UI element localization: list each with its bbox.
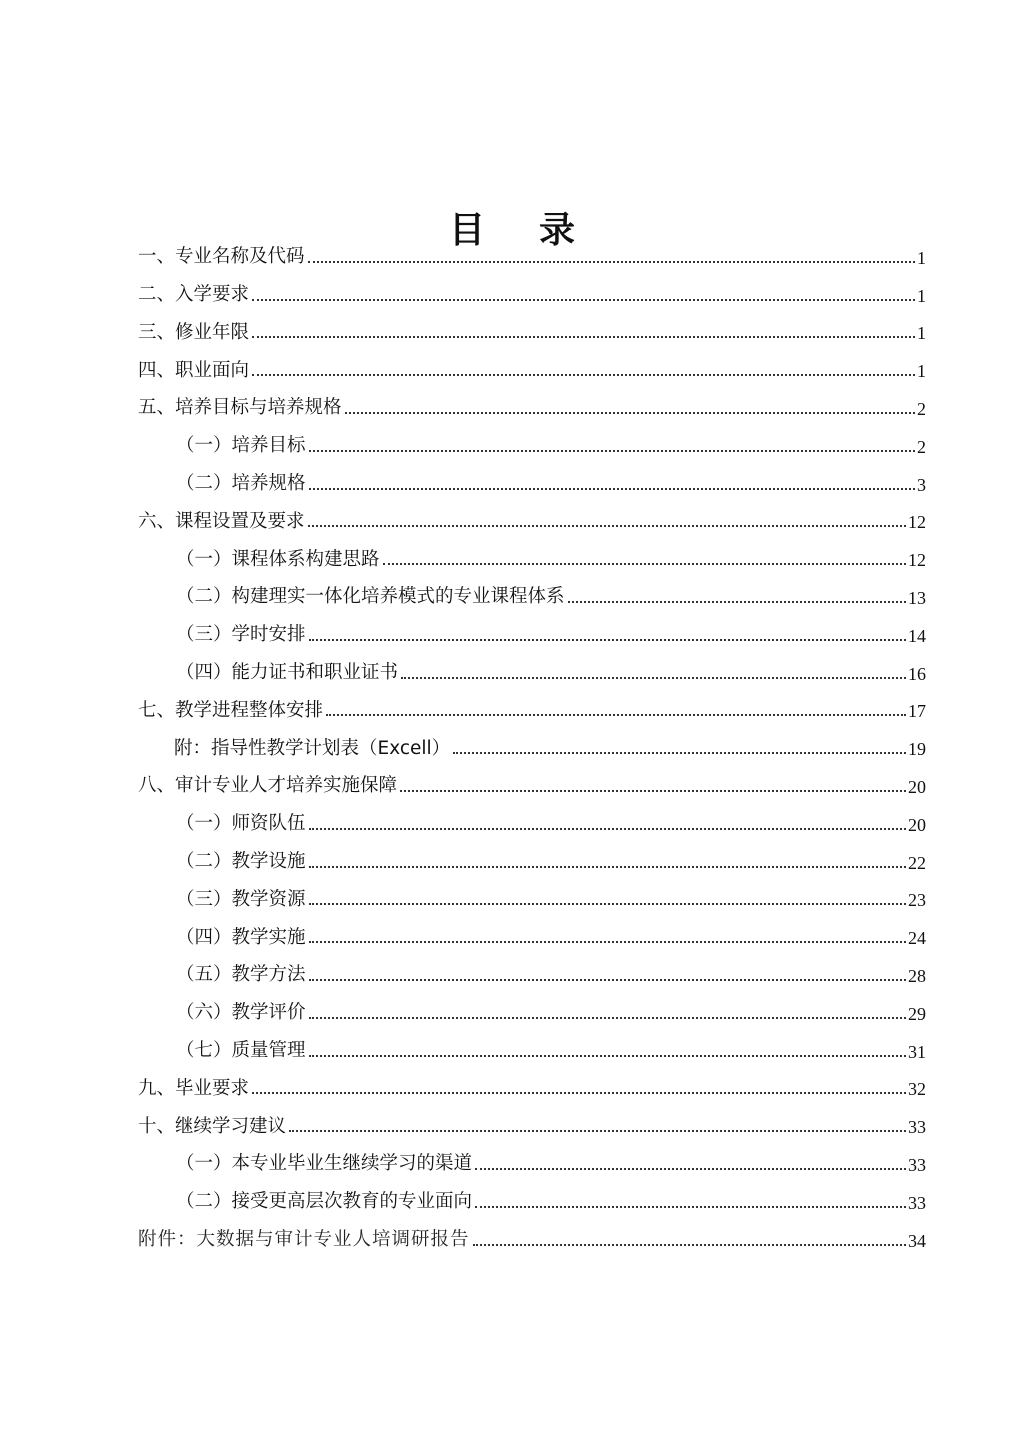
dot-leader bbox=[326, 714, 906, 716]
toc-entry-title: （二）接受更高层次教育的专业面向 bbox=[176, 1191, 473, 1213]
toc-entry-title: （二）培养规格 bbox=[176, 473, 306, 495]
toc-entry-page-number: 20 bbox=[908, 814, 926, 835]
toc-entry-title: （一）师资队伍 bbox=[176, 813, 306, 835]
toc-entry-title: （一）培养目标 bbox=[176, 435, 306, 457]
dot-leader bbox=[252, 1092, 906, 1094]
toc-entry-page-number: 29 bbox=[908, 1003, 926, 1024]
dot-leader bbox=[308, 525, 906, 527]
toc-entry[interactable] bbox=[138, 913, 926, 951]
toc-entry[interactable] bbox=[138, 1065, 926, 1103]
toc-entry-page-number: 12 bbox=[908, 550, 926, 571]
dot-leader bbox=[309, 828, 906, 830]
toc-entry-title: 九、毕业要求 bbox=[138, 1077, 250, 1099]
toc-entry[interactable] bbox=[138, 1140, 926, 1178]
toc-entry-title: （二）教学设施 bbox=[176, 851, 306, 873]
dot-leader bbox=[309, 450, 915, 452]
dot-leader bbox=[309, 866, 906, 868]
toc-entry-title: 七、教学进程整体安排 bbox=[138, 699, 324, 721]
toc-entry-page-number: 34 bbox=[908, 1230, 926, 1251]
dot-leader bbox=[401, 677, 906, 679]
toc-entry-page-number: 33 bbox=[908, 1154, 926, 1175]
toc-entry[interactable] bbox=[138, 498, 926, 536]
toc-entry[interactable] bbox=[138, 422, 926, 460]
dot-leader bbox=[309, 979, 906, 981]
toc-entry[interactable] bbox=[138, 460, 926, 498]
toc-entry-title: 附：指导性教学计划表（Excell） bbox=[174, 737, 451, 759]
toc-entry-page-number: 28 bbox=[908, 965, 926, 986]
toc-entry[interactable] bbox=[138, 611, 926, 649]
toc-entry[interactable] bbox=[138, 876, 926, 914]
toc-entry-title: （三）学时安排 bbox=[176, 624, 306, 646]
toc-entry-title: 附件：大数据与审计专业人培调研报告 bbox=[138, 1229, 470, 1251]
dot-leader bbox=[475, 1168, 906, 1170]
toc-entry-page-number: 20 bbox=[908, 776, 926, 797]
toc-entry-title: （六）教学评价 bbox=[176, 1002, 306, 1024]
dot-leader bbox=[309, 1055, 906, 1057]
toc-entry-page-number: 3 bbox=[917, 474, 926, 495]
dot-leader bbox=[308, 261, 915, 263]
toc-entry[interactable] bbox=[138, 1216, 926, 1254]
table-of-contents bbox=[138, 233, 926, 1254]
toc-entry[interactable] bbox=[138, 535, 926, 573]
toc-entry-page-number: 2 bbox=[917, 436, 926, 457]
toc-entry[interactable] bbox=[138, 271, 926, 309]
toc-entry[interactable] bbox=[138, 1027, 926, 1065]
toc-entry-page-number: 23 bbox=[908, 890, 926, 911]
dot-leader bbox=[383, 563, 906, 565]
toc-entry[interactable] bbox=[138, 687, 926, 725]
toc-entry-title: （一）课程体系构建思路 bbox=[176, 548, 380, 570]
toc-entry[interactable] bbox=[138, 1102, 926, 1140]
dot-leader bbox=[309, 903, 906, 905]
toc-entry-title: 六、课程设置及要求 bbox=[138, 510, 305, 532]
toc-heading-char-2: 录 bbox=[539, 209, 576, 252]
toc-entry[interactable] bbox=[138, 724, 926, 762]
toc-entry[interactable] bbox=[138, 989, 926, 1027]
toc-entry[interactable] bbox=[138, 346, 926, 384]
dot-leader bbox=[475, 1206, 906, 1208]
toc-entry-title: （四）能力证书和职业证书 bbox=[176, 662, 399, 684]
dot-leader bbox=[568, 601, 906, 603]
toc-entry-page-number: 1 bbox=[917, 323, 926, 344]
toc-entry[interactable] bbox=[138, 800, 926, 838]
toc-entry-page-number: 1 bbox=[917, 361, 926, 382]
toc-entry[interactable] bbox=[138, 309, 926, 347]
dot-leader bbox=[473, 1244, 906, 1246]
toc-entry-title: （三）教学资源 bbox=[176, 888, 306, 910]
toc-heading-char-1: 目 bbox=[448, 209, 485, 252]
toc-entry-page-number: 33 bbox=[908, 1117, 926, 1138]
dot-leader bbox=[309, 941, 906, 943]
dot-leader bbox=[289, 1130, 906, 1132]
toc-entry-page-number: 2 bbox=[917, 398, 926, 419]
toc-entry[interactable] bbox=[138, 649, 926, 687]
dot-leader bbox=[309, 488, 915, 490]
toc-entry-page-number: 33 bbox=[908, 1192, 926, 1213]
toc-entry-title: 三、修业年限 bbox=[138, 321, 250, 343]
toc-entry[interactable] bbox=[138, 951, 926, 989]
toc-entry-page-number: 13 bbox=[908, 587, 926, 608]
toc-entry-page-number: 1 bbox=[917, 285, 926, 306]
toc-entry-title: 二、入学要求 bbox=[138, 284, 250, 306]
dot-leader bbox=[309, 1017, 906, 1019]
toc-entry-page-number: 14 bbox=[908, 625, 926, 646]
dot-leader bbox=[345, 412, 915, 414]
toc-entry-page-number: 19 bbox=[908, 739, 926, 760]
toc-entry-title: （五）教学方法 bbox=[176, 964, 306, 986]
toc-entry-page-number: 17 bbox=[908, 701, 926, 722]
dot-leader bbox=[252, 299, 915, 301]
toc-entry-title: （七）质量管理 bbox=[176, 1040, 306, 1062]
toc-entry[interactable] bbox=[138, 1178, 926, 1216]
toc-entry-title: （二）构建理实一体化培养模式的专业课程体系 bbox=[176, 586, 565, 608]
dot-leader bbox=[400, 790, 906, 792]
toc-entry[interactable] bbox=[138, 573, 926, 611]
toc-entry-title: （四）教学实施 bbox=[176, 926, 306, 948]
toc-entry-page-number: 22 bbox=[908, 852, 926, 873]
dot-leader bbox=[252, 336, 915, 338]
toc-entry-title: 五、培养目标与培养规格 bbox=[138, 397, 342, 419]
dot-leader bbox=[309, 639, 906, 641]
toc-entry-title: 八、审计专业人才培养实施保障 bbox=[138, 775, 398, 797]
toc-entry-title: 十、继续学习建议 bbox=[138, 1115, 287, 1137]
toc-entry[interactable] bbox=[138, 233, 926, 271]
toc-entry-title: （一）本专业毕业生继续学习的渠道 bbox=[176, 1153, 473, 1175]
dot-leader bbox=[252, 374, 915, 376]
toc-entry-page-number: 16 bbox=[908, 663, 926, 684]
toc-entry-page-number: 32 bbox=[908, 1079, 926, 1100]
toc-entry[interactable] bbox=[138, 762, 926, 800]
toc-entry-page-number: 1 bbox=[917, 247, 926, 268]
toc-entry-page-number: 31 bbox=[908, 1041, 926, 1062]
toc-entry-page-number: 12 bbox=[908, 512, 926, 533]
toc-entry-title: 一、专业名称及代码 bbox=[138, 246, 305, 268]
toc-entry-title: 四、职业面向 bbox=[138, 359, 250, 381]
toc-entry[interactable] bbox=[138, 838, 926, 876]
toc-entry[interactable] bbox=[138, 384, 926, 422]
dot-leader bbox=[453, 752, 906, 754]
toc-entry-page-number: 24 bbox=[908, 928, 926, 949]
